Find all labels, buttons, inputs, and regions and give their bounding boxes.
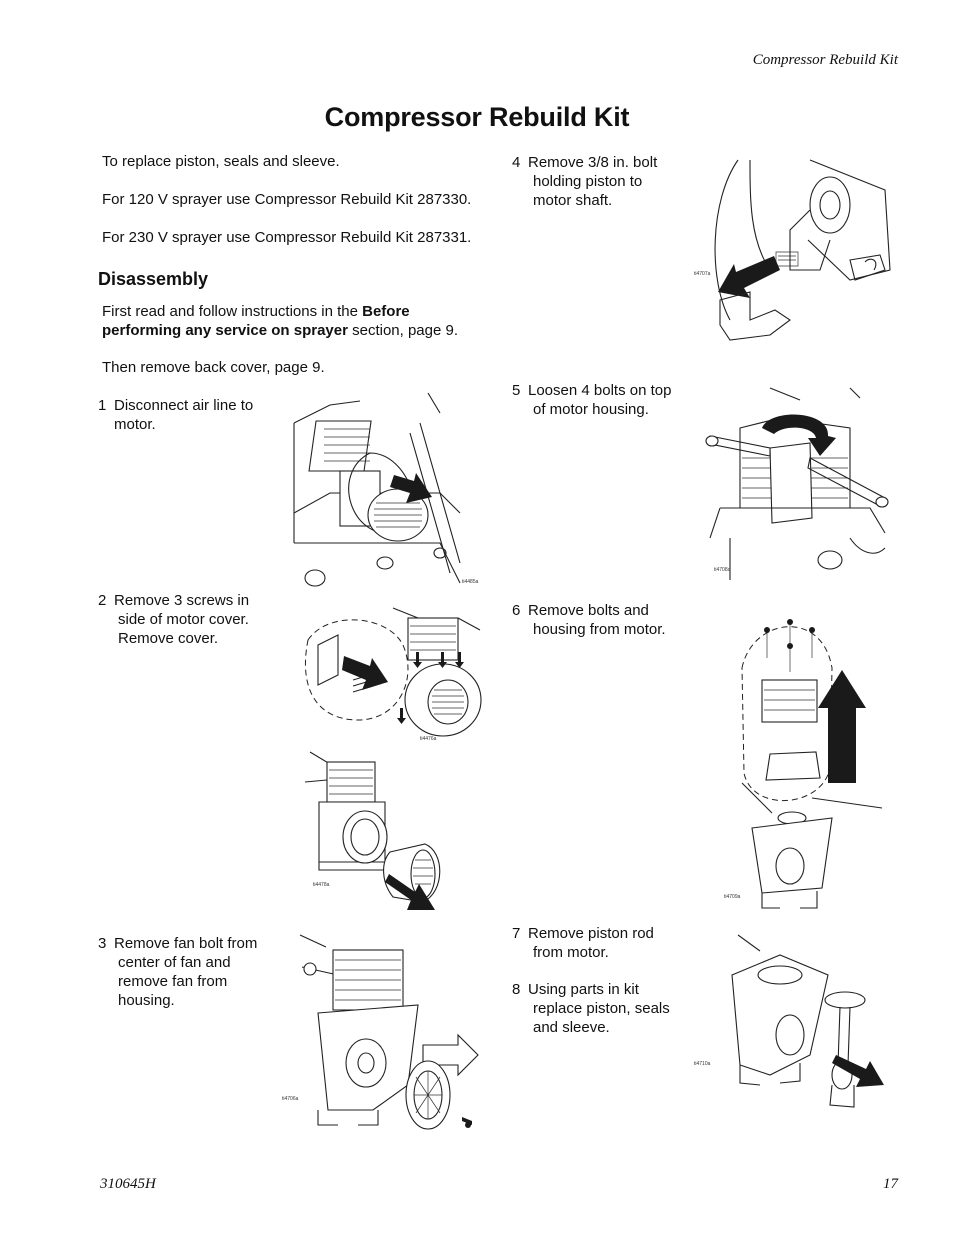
figure-code: ti4709a (724, 894, 741, 900)
step-number: 8 (512, 981, 521, 998)
intro-line-3: For 230 V sprayer use Compressor Rebuild Kit 287331. (102, 229, 472, 246)
step-text-rest: side of motor cover. Remove cover. (118, 611, 249, 647)
step-6 (512, 601, 692, 639)
step-text-rest: center of fan and remove fan from housing. (118, 954, 231, 1009)
step-number: 5 (512, 382, 521, 399)
figure-code: ti4476a (420, 736, 437, 742)
step-2 (98, 591, 273, 648)
figure-motor-cover-screws (298, 600, 493, 750)
step-number: 1 (98, 397, 107, 414)
page-title: Compressor Rebuild Kit (324, 102, 630, 132)
read-instructions-bold: Before performing any service on sprayer (102, 303, 410, 339)
figure-remove-fan (278, 935, 483, 1135)
figure-code: ti4708a (714, 567, 731, 573)
step-text-first: Remove bolts and (528, 602, 649, 619)
step-text-rest: from motor. (533, 944, 609, 961)
step-text-rest: housing from motor. (533, 621, 666, 638)
step-text-first: Remove fan bolt from (114, 935, 258, 952)
figure-code: ti4478a (313, 882, 330, 888)
step-text-first: Disconnect air line to (114, 397, 254, 414)
intro-line-2: For 120 V sprayer use Compressor Rebuild Kit 287330. (102, 191, 472, 208)
step-8 (512, 980, 682, 1037)
step-number: 2 (98, 592, 107, 609)
step-text-first: Using parts in kit (528, 981, 639, 998)
step-text-rest: holding piston to motor shaft. (533, 173, 643, 209)
step-text-rest: motor. (114, 416, 156, 433)
step-text-first: Remove piston rod (528, 925, 654, 942)
figure-disconnect-air-line (290, 393, 480, 588)
step-7 (512, 924, 682, 962)
figure-code: ti4485a (462, 579, 479, 585)
step-4 (512, 153, 682, 210)
step-number: 7 (512, 925, 521, 942)
figure-remove-piston-rod (690, 935, 890, 1115)
figure-remove-housing (722, 608, 887, 918)
step-text-first: Remove 3 screws in (114, 592, 250, 609)
document-number: 310645H (100, 1176, 156, 1192)
figure-code: ti4706a (282, 1096, 299, 1102)
step-text-rest: replace piston, seals and sleeve. (533, 1000, 670, 1036)
page-number: 17 (883, 1176, 898, 1192)
step-3 (98, 934, 273, 1010)
step-text-rest: of motor housing. (533, 401, 649, 418)
section-heading-disassembly: Disassembly (98, 269, 209, 289)
step-text-first: Remove 3/8 in. bolt (528, 154, 658, 171)
figure-code: ti4710a (694, 1061, 711, 1067)
step-text-first: Loosen 4 bolts on top (528, 382, 672, 399)
figure-remove-cover (305, 752, 450, 917)
step-1 (98, 396, 273, 434)
remove-back-cover-text: Then remove back cover, page 9. (102, 359, 325, 376)
read-instructions-paragraph (102, 302, 482, 340)
figure-loosen-housing-bolts (700, 388, 895, 580)
step-5 (512, 381, 692, 419)
figure-remove-piston-bolt (690, 160, 900, 360)
figure-code: ti4707a (694, 271, 711, 277)
read-instructions-prefix: First read and follow instructions in the (102, 303, 363, 320)
step-number: 6 (512, 602, 521, 619)
intro-line-1: To replace piston, seals and sleeve. (102, 153, 340, 170)
step-number: 4 (512, 154, 521, 171)
step-number: 3 (98, 935, 107, 952)
read-instructions-suffix: section, page 9. (347, 322, 459, 339)
running-header: Compressor Rebuild Kit (752, 52, 898, 68)
